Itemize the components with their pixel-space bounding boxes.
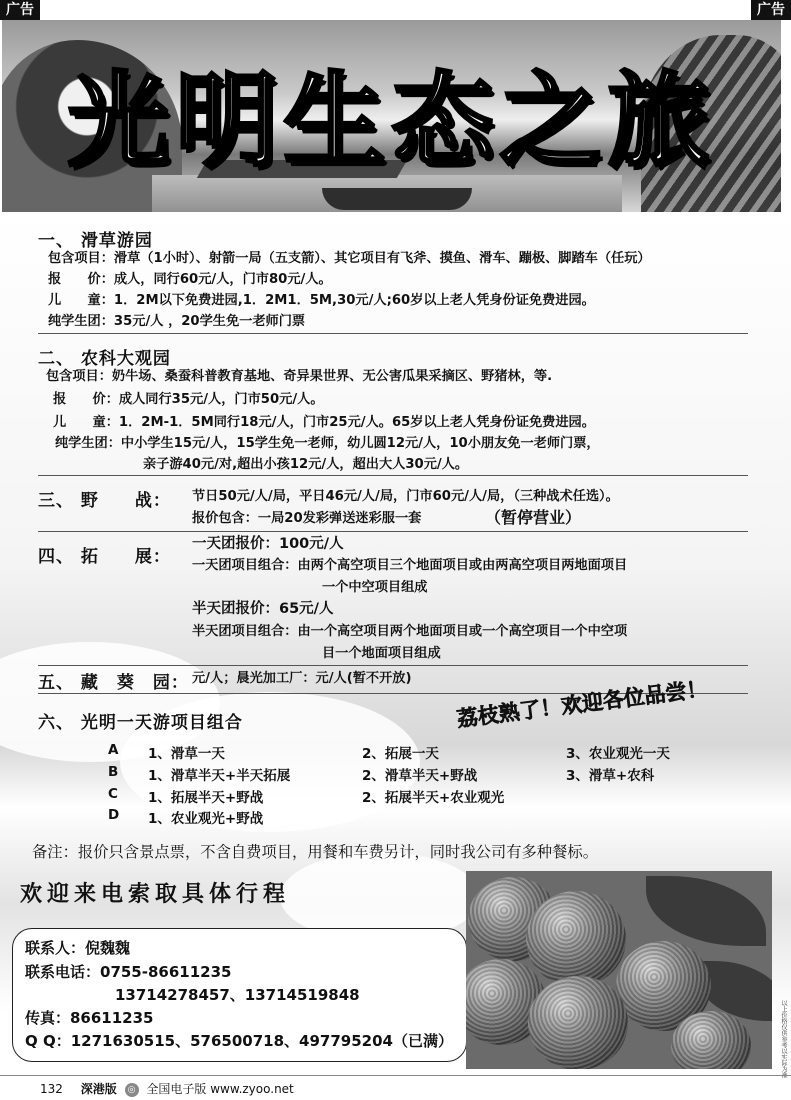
divider xyxy=(38,333,748,334)
combo-row-label: B xyxy=(108,764,119,780)
contact-person: 联系人：倪魏魏 xyxy=(25,939,131,957)
side-note: 以上价格仅供参考以实际为准 xyxy=(780,1000,787,1078)
combo-item: 1、滑草半天+半天拓展 xyxy=(148,768,291,784)
s2-line: 儿 童：1．2M-1．5M同行18元/人，门市25元/人。65岁以上老人凭身份证免费进园。 xyxy=(53,415,595,430)
s1-line: 包含项目：滑草（1小时）、射箭一局（五支箭）、其它项目有飞斧、摸鱼、滑车、蹦极、脚踏车（任玩） xyxy=(48,251,651,266)
ad-label-right: 广告 xyxy=(751,0,791,20)
edition-label: 深港版 xyxy=(80,1082,117,1096)
combo-row-label: A xyxy=(108,742,119,758)
contact-fax: 传真：86611235 xyxy=(25,1009,154,1027)
contact-box xyxy=(12,928,467,1062)
s1-line: 儿 童：1．2M以下免费进园,1．2M1．5M,30元/人;60岁以上老人凭身份证免费进园。 xyxy=(48,293,595,308)
remark-note: 备注：报价只含景点票，不含自费项目，用餐和车费另计，同时我公司有多种餐标。 xyxy=(32,843,598,861)
s1-line: 纯学生团：35元/人 ，20学生免一老师门票 xyxy=(48,314,306,329)
lychee xyxy=(528,976,628,1069)
contact-qq: Q Q：1271630515、576500718、497795204（已满） xyxy=(25,1032,453,1050)
s2-line: 亲子游40元/对,超出小孩12元/人，超出大人30元/人。 xyxy=(143,457,469,472)
banner-photo xyxy=(2,20,781,212)
contact-phone: 联系电话：0755-86611235 xyxy=(25,963,232,981)
section-title-day-tour-combos: 六、 光明一天游项目组合 xyxy=(38,713,243,733)
divider xyxy=(38,475,748,476)
combo-item: 3、农业观光一天 xyxy=(566,746,670,762)
suspended-notice: （暂停营业） xyxy=(485,508,582,527)
contact-mobiles: 13714278457、13714519848 xyxy=(115,986,360,1004)
s5-line: 元/人；晨光加工厂：元/人(暂不开放) xyxy=(192,671,412,686)
s4-line: 一天团报价：100元/人 xyxy=(192,536,344,552)
welcome-heading: 欢迎来电索取具体行程 xyxy=(20,881,291,907)
s2-line: 纯学生团：中小学生15元/人，15学生免一老师，幼儿圆12元/人，10小朋友免一老师门票， xyxy=(55,436,600,451)
combo-item: 2、拓展一天 xyxy=(362,746,439,762)
website-link[interactable]: 全国电子版 www.zyoo.net xyxy=(146,1082,294,1096)
combo-item: 3、滑草+农科 xyxy=(566,768,655,784)
combo-row-label: D xyxy=(108,807,120,823)
divider xyxy=(38,531,748,532)
section-title-outward-bound: 四、 拓 展： xyxy=(38,547,171,567)
leaf xyxy=(646,876,766,946)
s4-line: 一天团项目组合：由两个高空项目三个地面项目或由两高空项目两地面项目 xyxy=(192,558,628,573)
footer xyxy=(40,1080,294,1097)
divider xyxy=(38,665,748,666)
section-title-sunflower-garden: 五、 藏 葵 园： xyxy=(38,673,189,693)
s3-line: 报价包含：一局20发彩弹送迷彩服一套 xyxy=(192,511,422,526)
combo-item: 1、滑草一天 xyxy=(148,746,225,762)
lychee-photo xyxy=(466,871,772,1069)
s2-line: 报 价：成人同行35元/人，门市50元/人。 xyxy=(53,392,324,407)
section-title-field-combat: 三、 野 战： xyxy=(38,491,171,511)
page-number: 132 xyxy=(40,1082,63,1096)
lychee xyxy=(671,1011,751,1069)
s4-line: 目一个地面项目组成 xyxy=(322,646,441,661)
combo-item: 2、滑草半天+野战 xyxy=(362,768,478,784)
footer-divider xyxy=(0,1075,791,1076)
combo-item: 2、拓展半天+农业观光 xyxy=(362,790,505,806)
s4-line: 一个中空项目组成 xyxy=(322,580,428,595)
combo-row-label: C xyxy=(108,786,118,802)
section-title-agri-park: 二、 农科大观园 xyxy=(38,349,171,369)
publisher-logo-icon: ◎ xyxy=(125,1083,139,1097)
lychee-sticker: 荔枝熟了！欢迎各位品尝！ xyxy=(455,676,709,732)
boat xyxy=(322,188,472,210)
s4-line: 半天团报价：65元/人 xyxy=(192,601,334,617)
lychee xyxy=(526,891,626,987)
s3-line: 节日50元/人/局，平日46元/人/局，门市60元/人/局，（三种战术任选）。 xyxy=(192,489,619,504)
banner-title: 光明生态之旅 xyxy=(67,62,716,181)
s1-line: 报 价：成人，同行60元/人，门市80元/人。 xyxy=(48,272,332,287)
combo-item: 1、拓展半天+野战 xyxy=(148,790,264,806)
s4-line: 半天团项目组合：由一个高空项目两个地面项目或一个高空项目一个中空项 xyxy=(192,624,628,639)
ad-label-left: 广告 xyxy=(0,0,40,20)
combo-item: 1、农业观光+野战 xyxy=(148,811,264,827)
s2-line: 包含项目：奶牛场、桑蚕科普教育基地、奇异果世界、无公害瓜果采摘区、野猪林，等. xyxy=(46,369,553,384)
section-title-grass-skiing: 一、 滑草游园 xyxy=(38,231,153,251)
